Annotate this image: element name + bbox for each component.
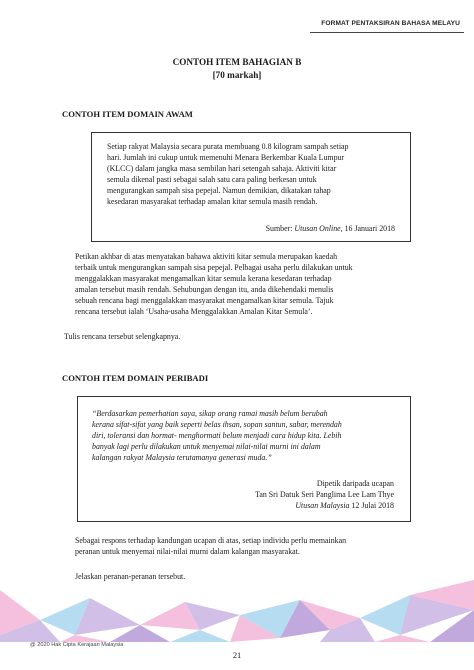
task-text-peribadi [75,535,415,557]
citation-line-3 [255,500,394,511]
task-line: amalan tersebut masih rendah. Sehubungan dengan itu, anda dikehendaki menulis [75,285,334,295]
article-line: hari. Jumlah ini cukup untuk memenuhi Menara Berkembar Kuala Lumpur [107,153,345,163]
task-text-awam [75,251,413,318]
quote-line: kalangan rakyat Malaysia terutamanya generasi muda.” [92,453,272,463]
document-header: FORMAT PENTAKSIRAN BAHASA MELAYU [321,20,460,27]
quote-line: diri, toleransi dan hormat- menghormati belum menjadi cara hidup kita. Lebih [92,431,342,441]
quote-line: “Berdasarkan pemerhatian saya, sikap orang ramai masih belum berubah [92,409,328,418]
instruction-peribadi: Jelaskan peranan-peranan tersebut. [75,572,186,581]
article-line: Setiap rakyat Malaysia secara purata membuang 0.8 kilogram sampah setiap [107,142,349,151]
source-publication: Utusan Online [294,224,341,233]
article-line: kesedaran masyarakat terhadap amalan kitar semula masih rendah. [107,197,318,207]
citation-line-1: Dipetik daripada ucapan [316,479,394,488]
task-line: rencana tersebut ialah ‘Usaha-usaha Menggalakkan Amalan Kitar Semula’. [75,307,313,317]
section-heading-awam: CONTOH ITEM DOMAIN AWAM [62,109,193,119]
quote-text [92,408,398,463]
citation-date: 12 Julai 2018 [349,501,394,510]
task-line: menggalakkan masyarakat mengamalkan kitar semula kerana kesedaran terhadap [75,274,332,284]
task-line: peranan untuk menyemai nilai-nilai murni dalam kalangan masyarakat. [75,547,300,557]
article-line: (KLCC) dalam jangka masa sembilan hari setengah sahaja. Aktiviti kitar [107,164,337,174]
article-source [266,224,395,233]
quote-citation [255,478,394,511]
header-rule [310,32,464,33]
article-line: semula dikenal pasti sebagai salah satu cara paling berkesan untuk [107,175,317,185]
page-number: 21 [232,651,242,660]
quote-line: kerana sifat-sifat yang baik seperti belas ihsan, sopan santun, sabar, merendah [92,420,342,430]
decorative-triangle-band [0,580,474,642]
instruction-awam: Tulis rencana tersebut selengkapnya. [64,332,181,341]
task-line: Sebagai respons terhadap kandungan ucapan di atas, setiap individu perlu memainkan [75,536,347,545]
source-prefix: Sumber: [265,224,295,233]
title-line-1: CONTOH ITEM BAHAGIAN B [172,57,302,67]
copyright-notice: @ 2020 Hak Cipta Kerajaan Malaysia [30,642,124,648]
source-date: , 16 Januari 2018 [340,224,395,233]
article-box [91,132,411,242]
task-line: Petikan akhbar di atas menyatakan bahawa aktiviti kitar semula merupakan kaedah [75,252,338,261]
citation-line-2: Tan Sri Datuk Seri Panglima Lee Lam Thye [255,490,394,499]
page-title [0,56,474,82]
quote-box [77,396,411,522]
task-line: sebuah rencana bagi menggalakkan masyarakat mengamalkan kitar semula. Tajuk [75,296,334,306]
citation-publication: Utusan Malaysia [295,501,350,510]
title-line-2: [70 markah] [212,70,262,80]
quote-line: banyak lagi perlu dilakukan untuk menyemai nilai-nilai murni ini dalam [92,442,321,452]
task-line: terbaik untuk mengurangkan sampah sisa pepejal. Pelbagai usaha perlu dilakukan untuk [75,263,353,273]
section-heading-peribadi: CONTOH ITEM DOMAIN PERIBADI [62,373,209,383]
article-line: mengurangkan sampah sisa pepejal. Namun demikian, dikatakan tahap [107,186,331,196]
article-text [107,141,395,208]
